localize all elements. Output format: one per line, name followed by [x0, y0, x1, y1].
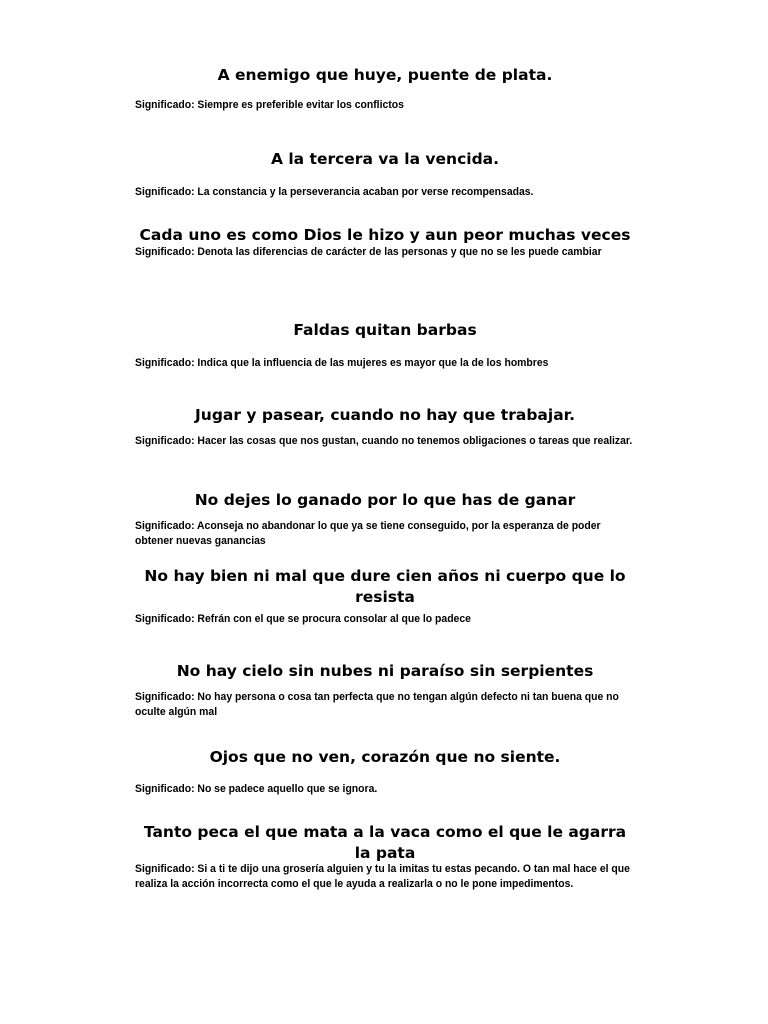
saying-title: Tanto peca el que mata a la vaca como el que le agarra la pata — [143, 823, 627, 862]
saying-entry — [135, 490, 635, 549]
saying-meaning: Significado: Si a ti te dijo una grosería alguien y tu la imitas tu estas pecando. O tan mal hace el que realiza la acción incorrecta como el que le ayuda a realizarla o no le pone impedimentos. — [135, 863, 630, 890]
saying-meaning: Significado: Siempre es preferible evitar los conflictos — [135, 99, 404, 111]
saying-meaning: Significado: Aconseja no abandonar lo que ya se tiene conseguido, por la esperanza de poder obtener nuevas ganancias — [135, 520, 601, 547]
saying-title: A la tercera va la vencida. — [270, 150, 500, 168]
saying-title: No dejes lo ganado por lo que has de ganar — [194, 491, 576, 509]
saying-title: A enemigo que huye, puente de plata. — [217, 66, 553, 84]
saying-entry — [135, 65, 635, 113]
saying-title: No hay bien ni mal que dure cien años ni cuerpo que lo resista — [144, 567, 626, 606]
saying-title: Faldas quitan barbas — [293, 321, 477, 339]
saying-entry — [135, 225, 635, 260]
saying-meaning: Significado: Indica que la influencia de las mujeres es mayor que la de los hombres — [135, 357, 549, 369]
saying-entry — [135, 149, 635, 200]
saying-meaning: Significado: Refrán con el que se procura consolar al que lo padece — [135, 613, 471, 625]
saying-entry — [135, 747, 635, 797]
saying-meaning: Significado: Denota las diferencias de carácter de las personas y que no se les puede cambiar — [135, 246, 602, 258]
saying-entry — [135, 405, 635, 449]
saying-entry — [135, 822, 635, 892]
saying-title: Ojos que no ven, corazón que no siente. — [209, 748, 561, 766]
saying-meaning: Significado: Hacer las cosas que nos gustan, cuando no tenemos obligaciones o tareas que realizar. — [135, 435, 633, 447]
saying-entry — [135, 661, 635, 720]
saying-title: Jugar y pasear, cuando no hay que trabajar. — [195, 406, 575, 424]
saying-entry — [135, 566, 635, 627]
saying-meaning: Significado: La constancia y la perseverancia acaban por verse recompensadas. — [135, 186, 534, 198]
saying-meaning: Significado: No hay persona o cosa tan perfecta que no tengan algún defecto ni tan buena que no oculte algún mal — [135, 691, 619, 718]
saying-meaning: Significado: No se padece aquello que se ignora. — [135, 783, 378, 795]
saying-title: Cada uno es como Dios le hizo y aun peor muchas veces — [139, 226, 631, 244]
saying-entry — [135, 320, 635, 371]
saying-title: No hay cielo sin nubes ni paraíso sin serpientes — [176, 662, 594, 680]
